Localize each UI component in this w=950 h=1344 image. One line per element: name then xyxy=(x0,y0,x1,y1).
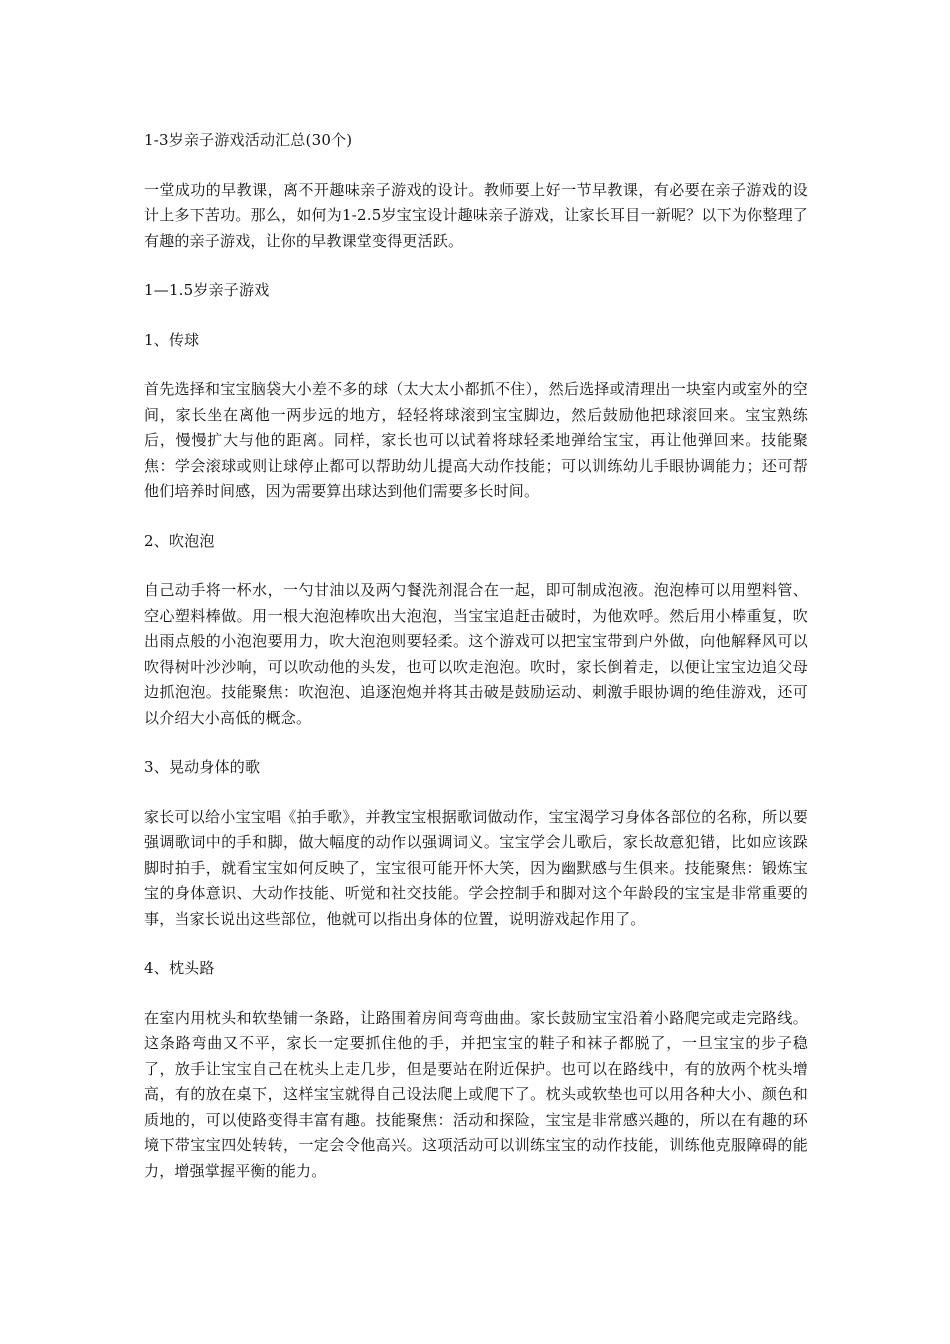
game-description: 在室内用枕头和软垫铺一条路，让路围着房间弯弯曲曲。家长鼓励宝宝沿着小路爬完或走完路线。这条路弯曲又不平，家长一定要抓住他的手，并把宝宝的鞋子和袜子都脱了，一旦宝宝的步子稳了，放手让宝宝自己在枕头上走几步，但是要站在附近保护。也可以在路线中，有的放两个枕头增高，有的放在桌下，这样宝宝就得自己设法爬上或爬下了。枕头或软垫也可以用各种大小、颜色和质地的，可以使路变得丰富有趣。技能聚焦：活动和探险，宝宝是非常感兴趣的，所以在有趣的环境下带宝宝四处转转，一定会令他高兴。这项活动可以训练宝宝的动作技能，训练他克服障碍的能力，增强掌握平衡的能力。 xyxy=(144,1008,808,1180)
intro-paragraph: 一堂成功的早教课，离不开趣味亲子游戏的设计。教师要上好一节早教课，有必要在亲子游戏的设计上多下苦功。那么，如何为1-2.5岁宝宝设计趣味亲子游戏，让家长耳目一新呢？以下为你整理了有趣的亲子游戏，让你的早教课堂变得更活跃。 xyxy=(144,180,808,250)
document-body xyxy=(144,128,808,1208)
document-title: 1-3岁亲子游戏活动汇总(30个) xyxy=(144,131,353,149)
game-title: 3、晃动身体的歌 xyxy=(144,758,261,776)
game-title: 2、吹泡泡 xyxy=(144,531,215,550)
game-description: 自己动手将一杯水，一勺甘油以及两勺餐洗剂混合在一起，即可制成泡液。泡泡棒可以用塑料管、空心塑料棒做。用一根大泡泡棒吹出大泡泡，当宝宝追赶击破时，为他欢呼。然后用小棒重复，吹出雨点般的小泡泡要用力，吹大泡泡则要轻柔。这个游戏可以把宝宝带到户外做，向他解释风可以吹得树叶沙沙响，可以吹动他的头发，也可以吹走泡泡。吹时，家长倒着走，以便让宝宝边追父母边抓泡泡。技能聚焦：吹泡泡、追逐泡炮并将其击破是鼓励运动、刺激手眼协调的绝佳游戏，还可以介绍大小高低的概念。 xyxy=(144,581,808,727)
section-title: 1—1.5岁亲子游戏 xyxy=(144,281,270,299)
game-title: 4、枕头路 xyxy=(144,959,215,977)
game-description: 家长可以给小宝宝唱《拍手歌》，并教宝宝根据歌词做动作，宝宝渴学习身体各部位的名称，所以要强调歌词中的手和脚，做大幅度的动作以强调词义。宝宝学会儿歌后，家长故意犯错，比如应该跺脚时拍手，就看宝宝如何反映了，宝宝很可能开怀大笑，因为幽默感与生俱来。技能聚焦：锻炼宝宝的身体意识、大动作技能、听觉和社交技能。学会控制手和脚对这个年龄段的宝宝是非常重要的事，当家长说出这些部位，他就可以指出身体的位置，说明游戏起作用了。 xyxy=(144,807,808,928)
game-title: 1、传球 xyxy=(144,330,200,349)
game-description: 首先选择和宝宝脑袋大小差不多的球（太大太小都抓不住），然后选择或清理出一块室内或室外的空间，家长坐在离他一两步远的地方，轻轻将球滚到宝宝脚边，然后鼓励他把球滚回来。宝宝熟练后，慢慢扩大与他的距离。同样，家长也可以试着将球轻柔地弹给宝宝，再让他弹回来。技能聚焦：学会滚球或则让球停止都可以帮助幼儿提高大动作技能；可以训练幼儿手眼协调能力；还可帮他们培养时间感，因为需要算出球达到他们需要多长时间。 xyxy=(144,380,808,500)
